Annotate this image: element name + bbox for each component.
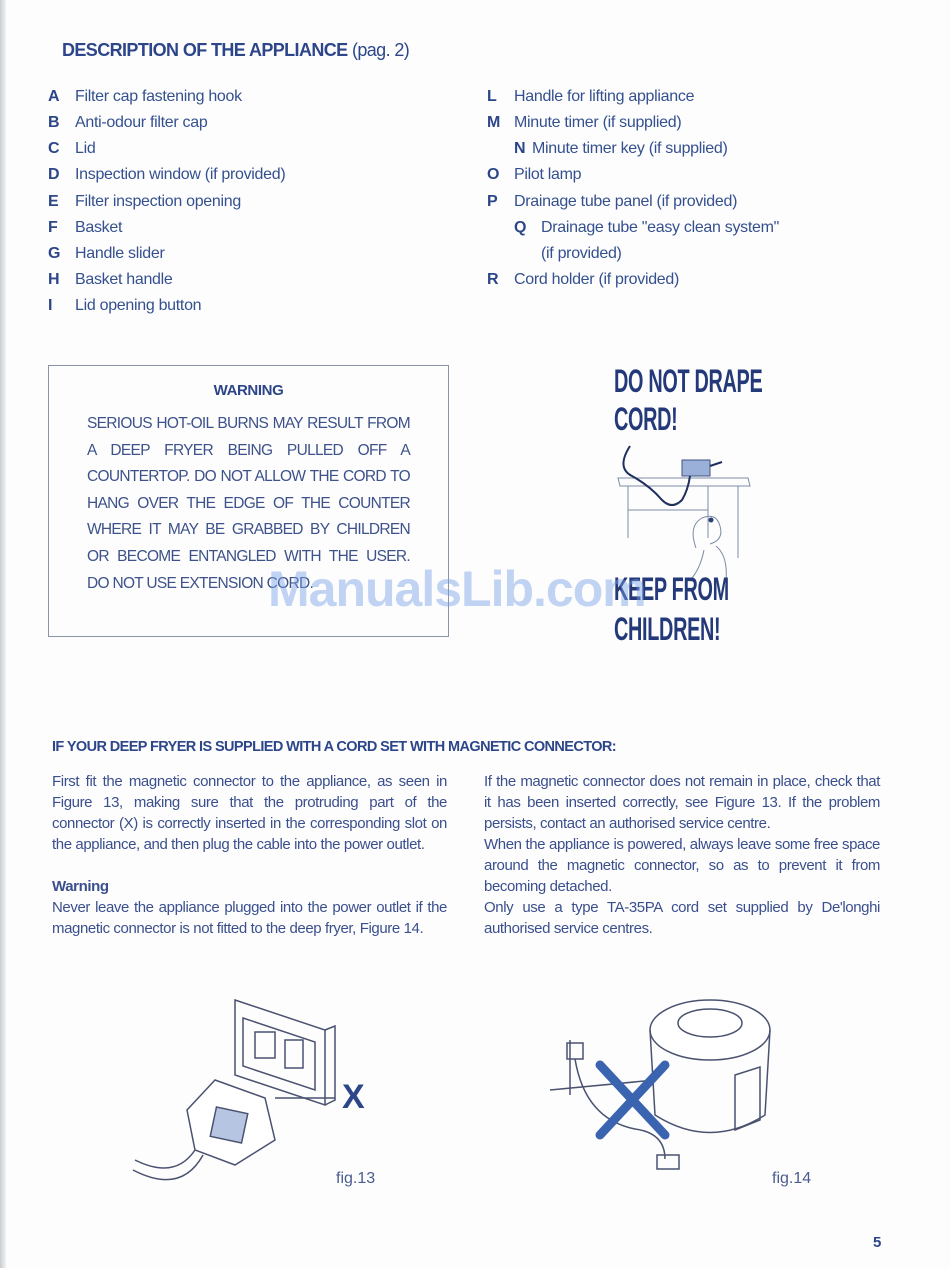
item-label: Cord holder (if provided): [514, 271, 680, 288]
list-item: [48, 241, 164, 267]
list-item: [48, 110, 207, 136]
item-label: Filter inspection opening: [75, 193, 241, 210]
item-label: Inspection window (if provided): [75, 166, 286, 183]
list-item: [514, 215, 779, 241]
figure-13-connector-illustration: [125, 990, 365, 1205]
drape-warning-line4: CHILDREN!: [614, 611, 721, 647]
item-key: B: [48, 114, 60, 131]
item-label: Minute timer (if supplied): [514, 114, 682, 131]
fig14-label: fig.14: [772, 1170, 812, 1187]
item-key: D: [48, 166, 60, 183]
paragraph: Only use a type TA-35PA cord set supplied by De'longhi authorised service centres.: [484, 899, 880, 937]
drape-warning-line3: KEEP FROM: [614, 571, 729, 607]
description-title: DESCRIPTION OF THE APPLIANCE: [62, 40, 348, 60]
list-item: [487, 162, 581, 188]
item-label: Minute timer key (if supplied): [532, 140, 728, 157]
item-key: N: [514, 140, 526, 157]
item-key: O: [487, 166, 500, 183]
list-item: [48, 84, 242, 110]
item-key: G: [48, 245, 61, 262]
list-item: [48, 293, 201, 319]
fig13-marker-x: X: [342, 1078, 365, 1116]
item-label: Handle for lifting appliance: [514, 88, 695, 105]
magnetic-right-column: [484, 771, 880, 939]
drape-warning-line2: CORD!: [614, 401, 678, 437]
item-key: P: [487, 193, 498, 210]
paragraph: First fit the magnetic connector to the appliance, as seen in Figure 13, making sure that the protruding part of the connector (X) is correctly inserted in the corresponding slot on the appliance, and then plug the cable into the power outlet.: [52, 773, 447, 853]
drape-warning-line1: DO NOT DRAPE: [614, 363, 763, 399]
scan-edge: [0, 0, 6, 1268]
item-label: (if provided): [541, 245, 622, 262]
item-key: Q: [514, 219, 527, 236]
paragraph: If the magnetic connector does not remain in place, check that it has been inserted correctly, see Figure 13. If the problem persists, contact an authorised service centre.: [484, 773, 880, 832]
list-item: [487, 84, 694, 110]
item-key: E: [48, 193, 59, 210]
child-cord-illustration: [608, 438, 758, 580]
warning-body: SERIOUS HOT-OIL BURNS MAY RESULT FROM A DEEP FRYER BEING PULLED OFF A COUNTERTOP. DO NOT ALLOW THE CORD TO HANG OVER THE EDGE OF THE COUNTER WHERE IT MAY BE GRABBED BY CHILDREN OR BECOME ENTANGLED WITH THE USER. DO NOT USE EXTENSION CORD.: [87, 415, 410, 592]
magnetic-left-column: [52, 771, 447, 939]
list-item: [48, 136, 95, 162]
list-item: [48, 162, 285, 188]
list-item: [541, 241, 622, 267]
item-key: A: [48, 88, 60, 105]
item-label: Anti-odour filter cap: [75, 114, 208, 131]
list-item: [48, 215, 122, 241]
paragraph: Never leave the appliance plugged into the power outlet if the magnetic connector is not fitted to the deep fryer, Figure 14.: [52, 899, 447, 937]
item-label: Drainage tube panel (if provided): [514, 193, 738, 210]
item-key: M: [487, 114, 501, 131]
list-item: [514, 136, 728, 162]
magnetic-connector-heading: IF YOUR DEEP FRYER IS SUPPLIED WITH A CORD SET WITH MAGNETIC CONNECTOR:: [52, 739, 617, 755]
page-number: 5: [873, 1234, 882, 1251]
warning-subheading: Warning: [52, 878, 109, 895]
item-label: Basket handle: [75, 271, 173, 288]
watermark: ManualsLib.com: [268, 561, 646, 617]
item-key: I: [48, 297, 53, 314]
item-label: Drainage tube "easy clean system": [541, 219, 780, 236]
item-label: Pilot lamp: [514, 166, 582, 183]
list-item: [487, 110, 681, 136]
item-label: Lid opening button: [75, 297, 202, 314]
list-item: [487, 267, 679, 293]
item-label: Lid: [75, 140, 96, 157]
list-item: [487, 189, 737, 215]
description-heading: [62, 40, 409, 61]
warning-title: WARNING: [213, 382, 284, 399]
list-item: [48, 189, 241, 215]
item-key: C: [48, 140, 60, 157]
item-label: Handle slider: [75, 245, 165, 262]
figure-14-fryer-illustration: [545, 985, 775, 1190]
paragraph: When the appliance is powered, always leave some free space around the magnetic connector, so as to prevent it from becoming detached.: [484, 836, 880, 895]
item-label: Filter cap fastening hook: [75, 88, 242, 105]
item-key: R: [487, 271, 499, 288]
fig13-label: fig.13: [336, 1170, 376, 1187]
item-label: Basket: [75, 219, 123, 236]
item-key: H: [48, 271, 60, 288]
list-item: [48, 267, 173, 293]
item-key: F: [48, 219, 58, 236]
page-reference: (pag. 2): [351, 40, 410, 60]
item-key: L: [487, 88, 497, 105]
